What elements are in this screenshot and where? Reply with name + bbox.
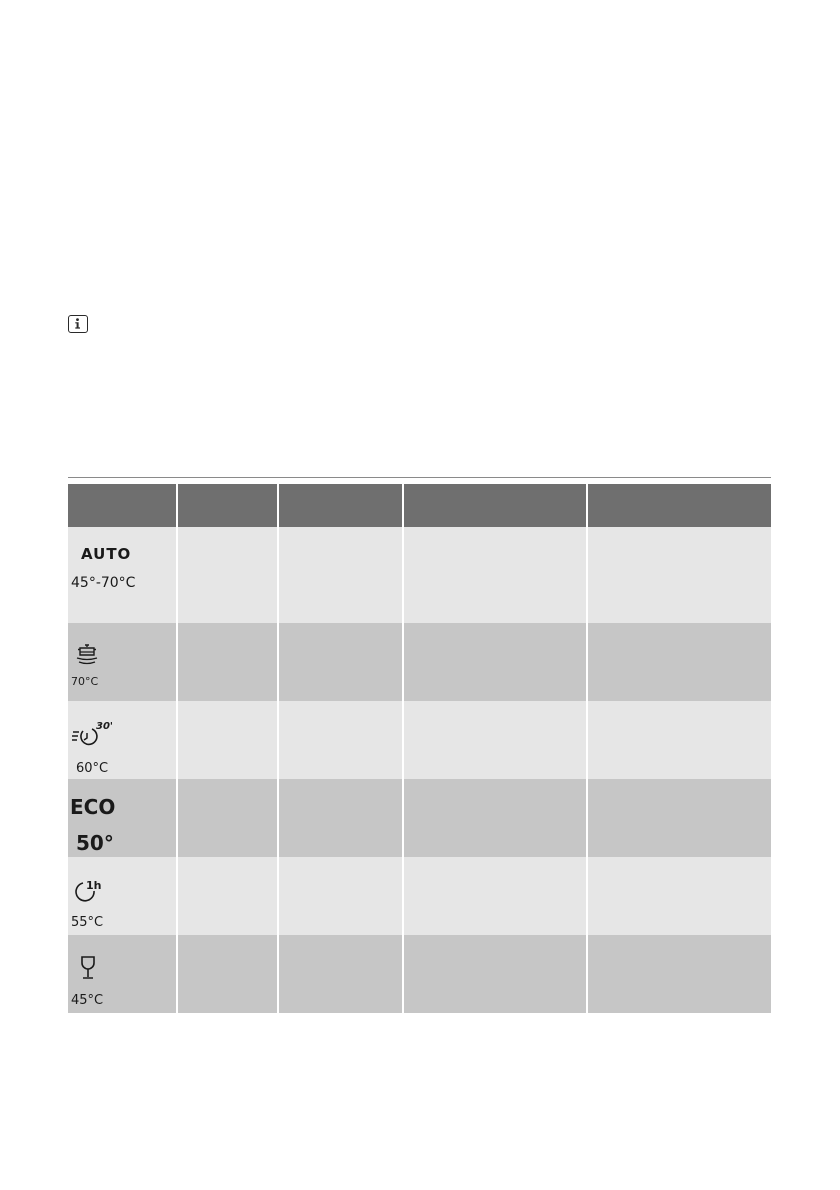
table-cell xyxy=(404,527,588,623)
pots-icon xyxy=(76,643,98,667)
programme-temperature: 50° xyxy=(76,831,114,855)
table-cell xyxy=(279,857,404,935)
programme-temperature: 60°C xyxy=(76,761,109,776)
table-row xyxy=(68,935,771,1013)
table-cell xyxy=(178,779,279,857)
programme-cell xyxy=(68,935,178,1013)
programme-cell xyxy=(68,623,178,701)
programme-cell xyxy=(68,857,178,935)
table-cell xyxy=(178,527,279,623)
programme-temperature: 45°-70°C xyxy=(71,575,136,591)
header-cell xyxy=(588,484,771,527)
table-cell xyxy=(404,701,588,779)
table-cell xyxy=(588,527,771,623)
programme-cell xyxy=(68,527,178,623)
programme-cell xyxy=(68,779,178,857)
table-top-rule xyxy=(68,477,771,478)
eco-programme-label: ECO xyxy=(70,795,116,819)
glass-icon xyxy=(80,955,96,981)
header-cell xyxy=(178,484,279,527)
programme-temperature: 45°C xyxy=(71,993,104,1008)
programme-cell xyxy=(68,701,178,779)
table-row xyxy=(68,623,771,701)
table-row xyxy=(68,779,771,857)
table-cell xyxy=(178,623,279,701)
programme-temperature: 70°C xyxy=(71,675,99,688)
table-cell xyxy=(588,935,771,1013)
table-cell xyxy=(404,623,588,701)
table-cell xyxy=(279,623,404,701)
table-cell xyxy=(404,935,588,1013)
header-cell xyxy=(404,484,588,527)
programme-table xyxy=(68,484,771,1013)
table-cell xyxy=(588,779,771,857)
table-row xyxy=(68,857,771,935)
table-cell xyxy=(279,779,404,857)
header-cell xyxy=(279,484,404,527)
table-row xyxy=(68,701,771,779)
one-hour-label: 1h xyxy=(86,879,102,892)
table-cell xyxy=(404,779,588,857)
table-cell xyxy=(279,701,404,779)
table-header-row xyxy=(68,484,771,527)
table-cell xyxy=(178,935,279,1013)
quick-30-label: 30' xyxy=(96,721,113,732)
table-cell xyxy=(178,701,279,779)
info-icon xyxy=(68,315,88,333)
table-cell xyxy=(588,857,771,935)
table-cell xyxy=(588,701,771,779)
table-cell xyxy=(588,623,771,701)
table-cell xyxy=(279,935,404,1013)
table-row xyxy=(68,527,771,623)
auto-programme-label: AUTO xyxy=(81,545,132,563)
table-cell xyxy=(279,527,404,623)
header-cell xyxy=(68,484,178,527)
table-cell xyxy=(178,857,279,935)
table-cell xyxy=(404,857,588,935)
programme-temperature: 55°C xyxy=(71,915,104,930)
